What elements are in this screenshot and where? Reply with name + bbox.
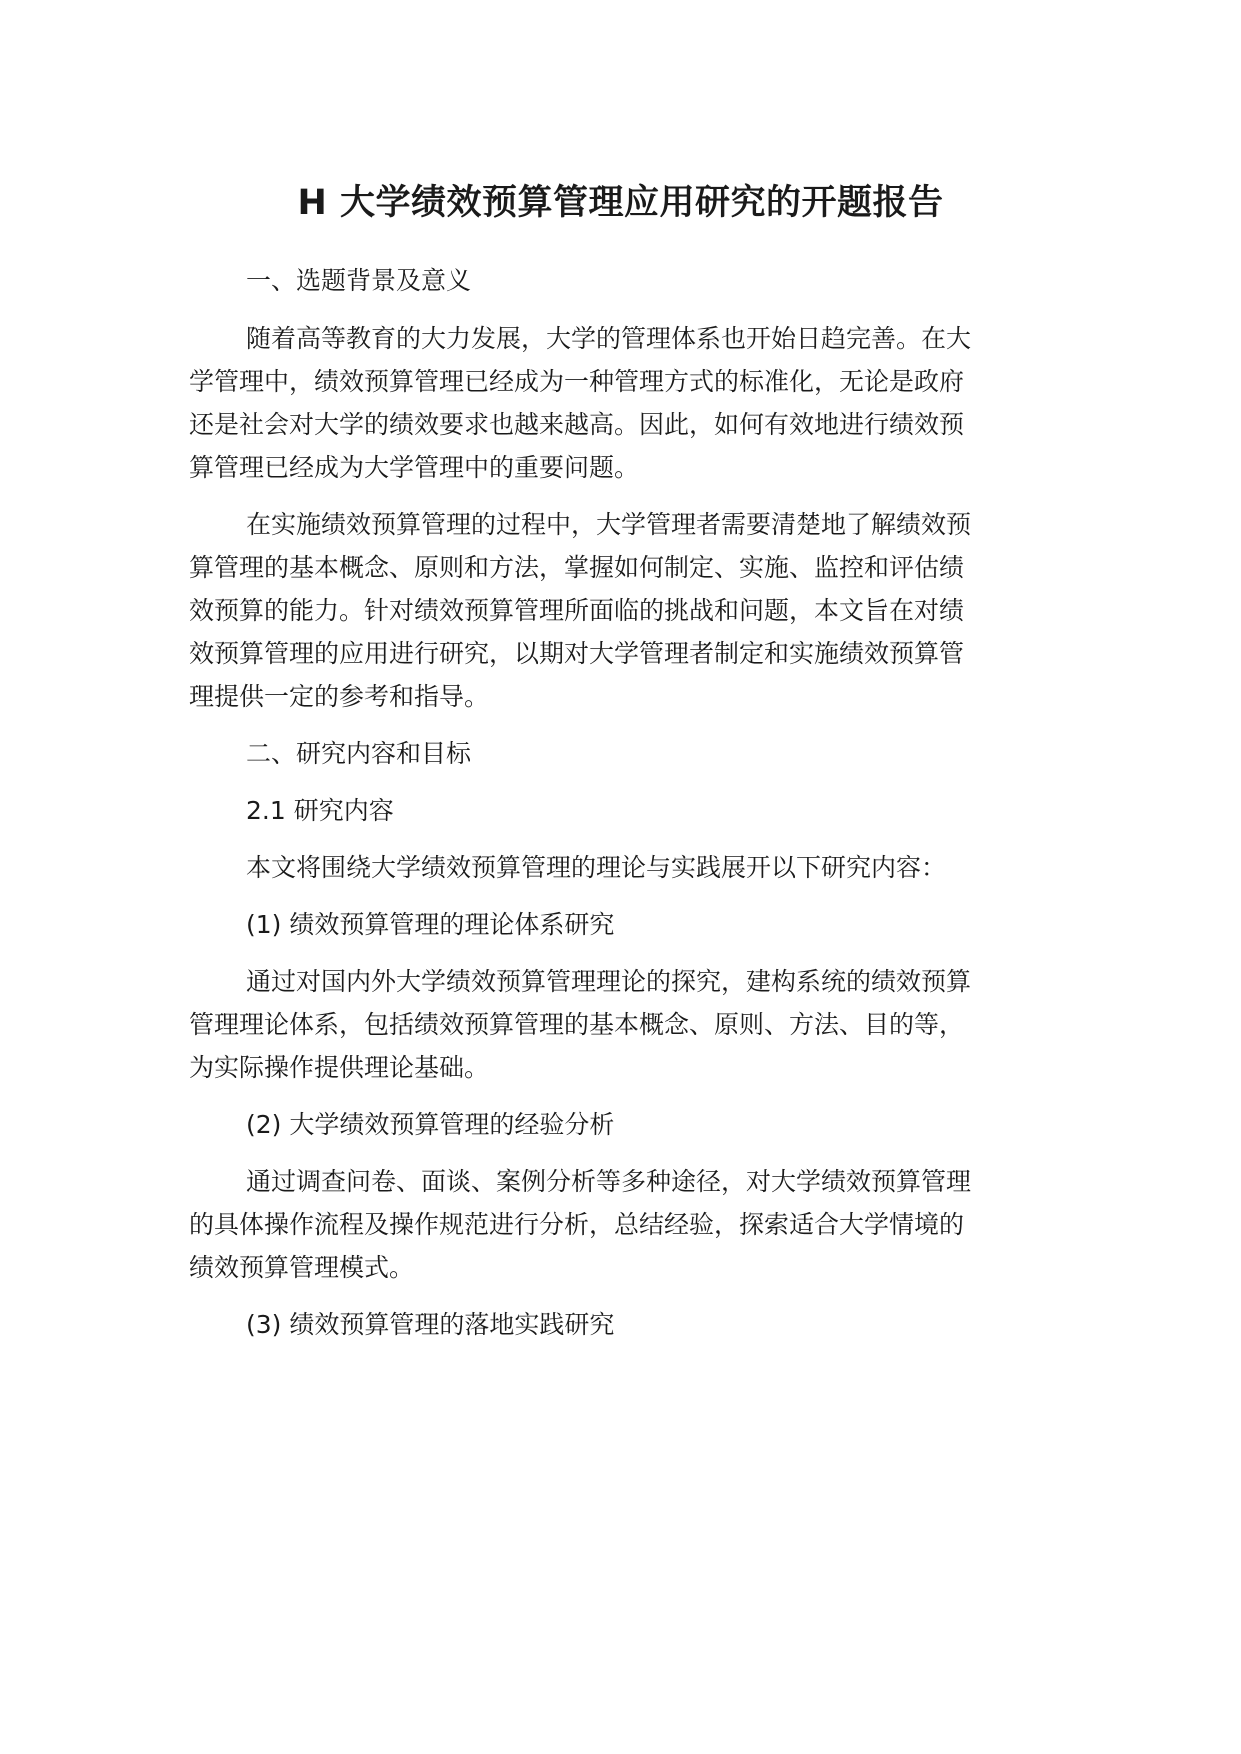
list-item-heading: (2) 大学绩效预算管理的经验分析: [246, 1110, 615, 1139]
paragraph-line: 算管理已经成为大学管理中的重要问题。: [189, 453, 640, 482]
paragraph-line: 通过对国内外大学绩效预算管理理论的探究，建构系统的绩效预算: [246, 967, 972, 996]
list-item-heading: (1) 绩效预算管理的理论体系研究: [246, 910, 615, 939]
paragraph-line: 还是社会对大学的绩效要求也越来越高。因此，如何有效地进行绩效预: [189, 410, 965, 439]
paragraph-line: 通过调查问卷、面谈、案例分析等多种途径，对大学绩效预算管理: [246, 1167, 972, 1196]
paragraph-line: 效预算管理的应用进行研究，以期对大学管理者制定和实施绩效预算管: [189, 639, 965, 668]
paragraph-line: 学管理中，绩效预算管理已经成为一种管理方式的标准化，无论是政府: [189, 367, 965, 396]
section-heading-1: 一、选题背景及意义: [246, 266, 472, 295]
paragraph-line: 绩效预算管理模式。: [189, 1253, 415, 1282]
subsection-heading: 2.1 研究内容: [246, 796, 394, 825]
paragraph-line: 在实施绩效预算管理的过程中，大学管理者需要清楚地了解绩效预: [246, 510, 972, 539]
paragraph-line: 管理理论体系，包括绩效预算管理的基本概念、原则、方法、目的等，: [189, 1010, 965, 1039]
section-heading-2: 二、研究内容和目标: [246, 739, 472, 768]
paragraph-line: 为实际操作提供理论基础。: [189, 1053, 490, 1082]
list-item-heading: (3) 绩效预算管理的落地实践研究: [246, 1310, 615, 1339]
paragraph-line: 理提供一定的参考和指导。: [189, 682, 490, 711]
paragraph-line: 效预算的能力。针对绩效预算管理所面临的挑战和问题，本文旨在对绩: [189, 596, 965, 625]
document-title: H 大学绩效预算管理应用研究的开题报告: [297, 183, 944, 223]
paragraph-line: 的具体操作流程及操作规范进行分析，总结经验，探索适合大学情境的: [189, 1210, 965, 1239]
paragraph-line: 本文将围绕大学绩效预算管理的理论与实践展开以下研究内容：: [246, 853, 947, 882]
paragraph-line: 算管理的基本概念、原则和方法，掌握如何制定、实施、监控和评估绩: [189, 553, 965, 582]
paragraph-line: 随着高等教育的大力发展，大学的管理体系也开始日趋完善。在大: [246, 324, 972, 353]
